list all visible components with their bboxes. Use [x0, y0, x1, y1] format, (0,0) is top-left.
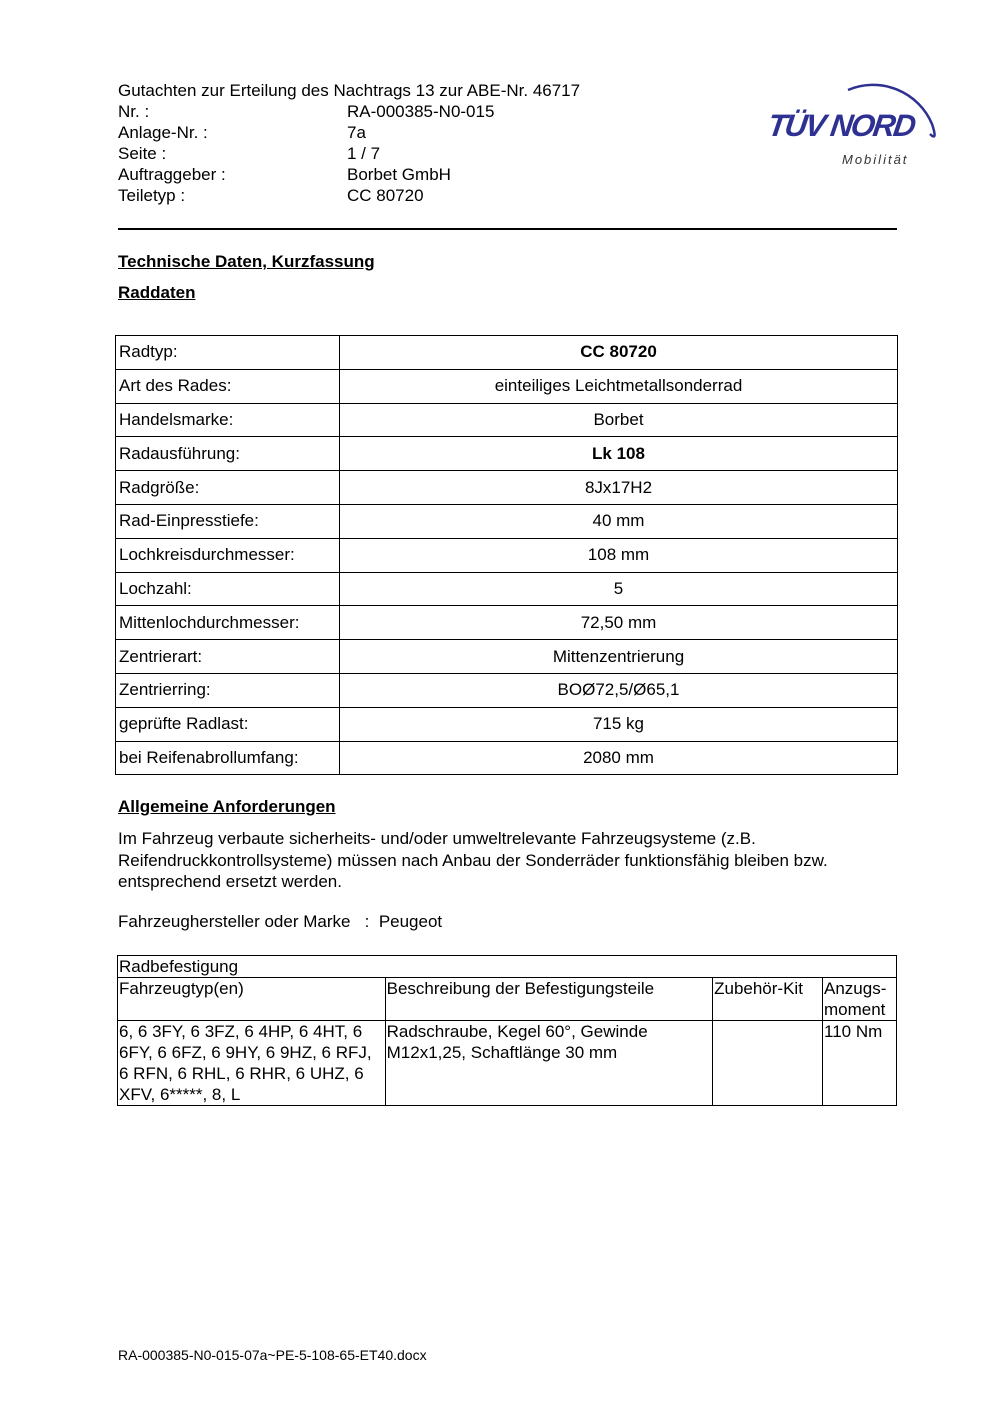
header-row-nr	[118, 101, 580, 122]
raddaten-value: 72,50 mm	[340, 606, 898, 640]
beschreibung-cell: Radschraube, Kegel 60°, Gewinde M12x1,25, Schaftlänge 30 mm	[385, 1021, 712, 1106]
table-row	[116, 538, 898, 572]
raddaten-value: 108 mm	[340, 538, 898, 572]
header-value: Borbet GmbH	[347, 165, 451, 184]
table-row	[116, 707, 898, 741]
table-row	[116, 606, 898, 640]
table-row	[116, 437, 898, 471]
raddaten-label: Rad-Einpresstiefe:	[116, 504, 340, 538]
column-header: Fahrzeugtyp(en)	[118, 978, 386, 1021]
raddaten-label: Handelsmarke:	[116, 403, 340, 437]
header-value: 7a	[347, 123, 366, 142]
table-row	[116, 471, 898, 505]
header-label: Nr. :	[118, 102, 150, 121]
table-title-row	[118, 956, 897, 978]
header-label: Anlage-Nr. :	[118, 123, 208, 142]
header-row-seite	[118, 143, 580, 164]
column-header: Zubehör-Kit	[713, 978, 823, 1021]
document-header	[118, 80, 580, 206]
radbefestigung-title: Radbefestigung	[118, 956, 897, 978]
table-row	[116, 369, 898, 403]
logo-text: TÜV NORD	[765, 108, 917, 143]
raddaten-label: Radgröße:	[116, 471, 340, 505]
header-divider	[118, 228, 897, 230]
allgemein-paragraph: Im Fahrzeug verbaute sicherheits- und/oder umweltrelevante Fahrzeugsysteme (z.B. Reifendruckkontrollsysteme) müssen nach Anbau der Sonderräder funktionsfähig bleiben bzw. entsprechend ersetzt werden.	[118, 829, 828, 891]
header-label: Seite :	[118, 144, 167, 163]
tuv-nord-logo	[760, 58, 945, 173]
table-row	[118, 1021, 897, 1106]
raddaten-value: einteiliges Leichtmetallsonderrad	[340, 369, 898, 403]
raddaten-label: Zentrierart:	[116, 640, 340, 674]
section-heading-allgemeine-anforderungen: Allgemeine Anforderungen	[118, 797, 336, 816]
raddaten-value: Mittenzentrierung	[340, 640, 898, 674]
raddaten-label: Art des Rades:	[116, 369, 340, 403]
header-label: Teiletyp :	[118, 186, 186, 205]
header-label: Auftraggeber :	[118, 165, 226, 184]
raddaten-label: geprüfte Radlast:	[116, 707, 340, 741]
table-row	[116, 741, 898, 775]
raddaten-value: 2080 mm	[340, 741, 898, 775]
table-row	[116, 336, 898, 370]
radbefestigung-table	[117, 955, 897, 1106]
hersteller-label: Fahrzeughersteller oder Marke	[118, 912, 351, 931]
raddaten-value: 715 kg	[340, 707, 898, 741]
table-row	[116, 640, 898, 674]
column-header: Anzugs-moment	[823, 978, 897, 1021]
raddaten-value: 8Jx17H2	[340, 471, 898, 505]
header-row-teiletyp	[118, 185, 580, 206]
hersteller-value: Peugeot	[378, 912, 443, 931]
raddaten-label: Mittenlochdurchmesser:	[116, 606, 340, 640]
raddaten-label: Radausführung:	[116, 437, 340, 471]
raddaten-label: Lochkreisdurchmesser:	[116, 538, 340, 572]
header-row-auftraggeber	[118, 164, 580, 185]
section-heading-raddaten: Raddaten	[118, 283, 196, 302]
raddaten-label: bei Reifenabrollumfang:	[116, 741, 340, 775]
hersteller-separator: :	[364, 912, 370, 931]
table-row	[116, 504, 898, 538]
raddaten-value: Lk 108	[340, 437, 898, 471]
raddaten-table	[115, 335, 898, 775]
table-header-row	[118, 978, 897, 1021]
table-row	[116, 673, 898, 707]
header-row-anlage	[118, 122, 580, 143]
header-value: 1 / 7	[347, 144, 381, 163]
zubehoer-kit-cell	[713, 1021, 823, 1106]
fahrzeugtypen-cell: 6, 6 3FY, 6 3FZ, 6 4HP, 6 4HT, 6 6FY, 6 6FZ, 6 9HY, 6 9HZ, 6 RFJ, 6 RFN, 6 RHL, 6 RHR, 6 UHZ, 6 XFV, 6*****, 8, L	[118, 1021, 386, 1106]
raddaten-label: Zentrierring:	[116, 673, 340, 707]
raddaten-label: Radtyp:	[116, 336, 340, 370]
raddaten-value: Borbet	[340, 403, 898, 437]
logo-subtitle: Mobilität	[842, 152, 909, 167]
raddaten-value: CC 80720	[340, 336, 898, 370]
table-row	[116, 403, 898, 437]
table-row	[116, 572, 898, 606]
raddaten-label: Lochzahl:	[116, 572, 340, 606]
section-heading-technische-daten: Technische Daten, Kurzfassung	[118, 252, 375, 271]
anzugsmoment-cell: 110 Nm	[823, 1021, 897, 1106]
header-value: CC 80720	[347, 186, 424, 205]
document-title: Gutachten zur Erteilung des Nachtrags 13 zur ABE-Nr. 46717	[118, 81, 581, 100]
raddaten-value: 40 mm	[340, 504, 898, 538]
footer-filename: RA-000385-N0-015-07a~PE-5-108-65-ET40.docx	[118, 1347, 427, 1363]
column-header: Beschreibung der Befestigungsteile	[385, 978, 712, 1021]
raddaten-value: 5	[340, 572, 898, 606]
raddaten-value: BOØ72,5/Ø65,1	[340, 673, 898, 707]
header-value: RA-000385-N0-015	[347, 102, 495, 121]
fahrzeughersteller-line	[118, 912, 442, 932]
